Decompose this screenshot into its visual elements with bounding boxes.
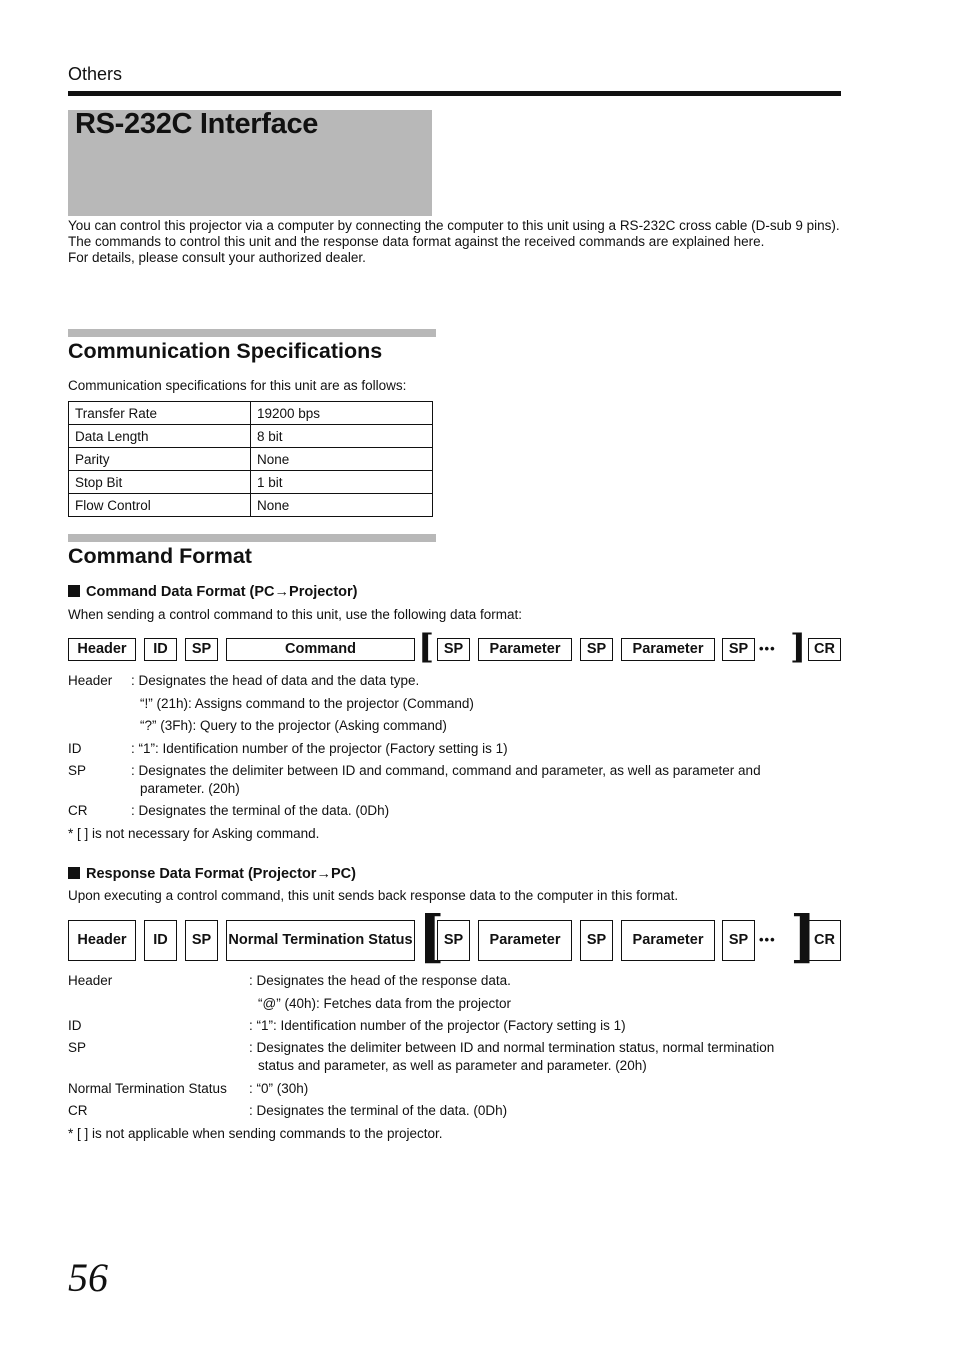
def-desc: “@” (40h): Fetches data from the projector	[258, 996, 512, 1011]
response-data-format-heading	[68, 866, 356, 882]
heading-bar	[68, 534, 436, 542]
def-term: ID	[68, 1018, 82, 1033]
spec-value: None	[251, 448, 433, 471]
heading-bar	[68, 329, 436, 337]
def-desc: status and parameter, as well as parameter and parameter. (20h)	[258, 1058, 647, 1073]
def-desc: : Designates the terminal of the data. (0Dh)	[131, 803, 390, 818]
field-box-sp: SP	[722, 920, 755, 961]
subheading-text: Response Data Format (Projector→PC)	[86, 866, 356, 882]
intro-paragraph-2: For details, please consult your authorized dealer.	[68, 250, 366, 265]
field-box-id: ID	[144, 920, 177, 961]
square-bullet-icon	[68, 585, 80, 597]
field-box-sp: SP	[437, 920, 470, 961]
command-format-heading: Command Format	[68, 544, 252, 568]
def-desc: : Designates the terminal of the data. (0Dh)	[249, 1103, 508, 1118]
def-desc: : “1”: Identification number of the projector (Factory setting is 1)	[131, 741, 508, 756]
section-label: Others	[68, 64, 123, 84]
def-term: CR	[68, 803, 88, 818]
field-box-sp: SP	[580, 920, 613, 961]
field-box-cr: CR	[808, 638, 841, 661]
comm-spec-heading: Communication Specifications	[68, 339, 383, 363]
field-box-command: Command	[226, 638, 415, 661]
def-desc: parameter. (20h)	[140, 781, 240, 796]
spec-label: Transfer Rate	[69, 402, 251, 425]
def-desc: : Designates the delimiter between ID and normal termination status, normal termination	[249, 1040, 775, 1055]
field-box-sp: SP	[185, 638, 218, 661]
field-box-parameter: Parameter	[478, 638, 572, 661]
def-desc: : Designates the delimiter between ID and command, command and parameter, as well as parameter and	[131, 763, 761, 778]
field-box-parameter: Parameter	[621, 920, 715, 961]
header-rule	[68, 91, 841, 96]
ellipsis: •••	[759, 641, 776, 656]
table-row	[69, 402, 433, 425]
def-term: CR	[68, 1103, 88, 1118]
spec-value: 8 bit	[251, 425, 433, 448]
close-bracket: ]	[790, 904, 817, 970]
field-box-sp: SP	[437, 638, 470, 661]
def-term: Header	[68, 973, 113, 988]
field-box-normal-termination-status: Normal Termination Status	[226, 920, 415, 961]
def-term: Normal Termination Status	[68, 1081, 227, 1096]
field-box-sp: SP	[722, 638, 755, 661]
def-desc: : Designates the head of data and the data type.	[131, 673, 420, 688]
field-box-header: Header	[68, 920, 136, 961]
comm-spec-lead: Communication specifications for this unit are as follows:	[68, 378, 407, 393]
response-lead: Upon executing a control command, this unit sends back response data to the computer in this format.	[68, 888, 679, 903]
spec-value: 1 bit	[251, 471, 433, 494]
spec-label: Flow Control	[69, 494, 251, 517]
subheading-text: Command Data Format (PC→Projector)	[86, 584, 358, 600]
ellipsis: •••	[759, 932, 776, 947]
def-term: SP	[68, 1040, 87, 1055]
intro-text	[68, 218, 843, 266]
page-title: RS-232C Interface	[75, 108, 319, 140]
field-box-cr: CR	[808, 920, 841, 961]
field-box-parameter: Parameter	[478, 920, 572, 961]
square-bullet-icon	[68, 867, 80, 879]
page-number: 56	[68, 1255, 108, 1300]
field-box-header: Header	[68, 638, 136, 661]
open-bracket: [	[418, 627, 435, 667]
command-lead: When sending a control command to this unit, use the following data format:	[68, 607, 522, 622]
spec-value: 19200 bps	[251, 402, 433, 425]
def-desc: : “0” (30h)	[249, 1081, 309, 1096]
table-row	[69, 425, 433, 448]
command-note: * [ ] is not necessary for Asking command.	[68, 826, 320, 841]
def-term: Header	[68, 673, 113, 688]
def-desc: : “1”: Identification number of the projector (Factory setting is 1)	[249, 1018, 626, 1033]
spec-value: None	[251, 494, 433, 517]
def-term: SP	[68, 763, 87, 778]
def-desc: : Designates the head of the response data.	[249, 973, 511, 988]
intro-paragraph-1: You can control this projector via a computer by connecting the computer to this unit using a RS-232C cross cable (D-sub 9 pins). The commands to control this unit and the response data format against the received commands are explained here.	[68, 218, 840, 249]
field-box-sp: SP	[580, 638, 613, 661]
table-row	[69, 471, 433, 494]
response-note: * [ ] is not applicable when sending commands to the projector.	[68, 1126, 443, 1141]
comm-spec-table	[68, 401, 433, 517]
def-desc: “!” (21h): Assigns command to the projector (Command)	[140, 696, 474, 711]
def-term: ID	[68, 741, 82, 756]
spec-label: Data Length	[69, 425, 251, 448]
table-row	[69, 494, 433, 517]
spec-label: Stop Bit	[69, 471, 251, 494]
spec-label: Parity	[69, 448, 251, 471]
open-bracket: [	[418, 904, 445, 970]
field-box-parameter: Parameter	[621, 638, 715, 661]
close-bracket: ]	[790, 627, 807, 667]
field-box-id: ID	[144, 638, 177, 661]
field-box-sp: SP	[185, 920, 218, 961]
table-row	[69, 448, 433, 471]
def-desc: “?” (3Fh): Query to the projector (Asking command)	[140, 718, 447, 733]
command-data-format-heading	[68, 584, 358, 600]
